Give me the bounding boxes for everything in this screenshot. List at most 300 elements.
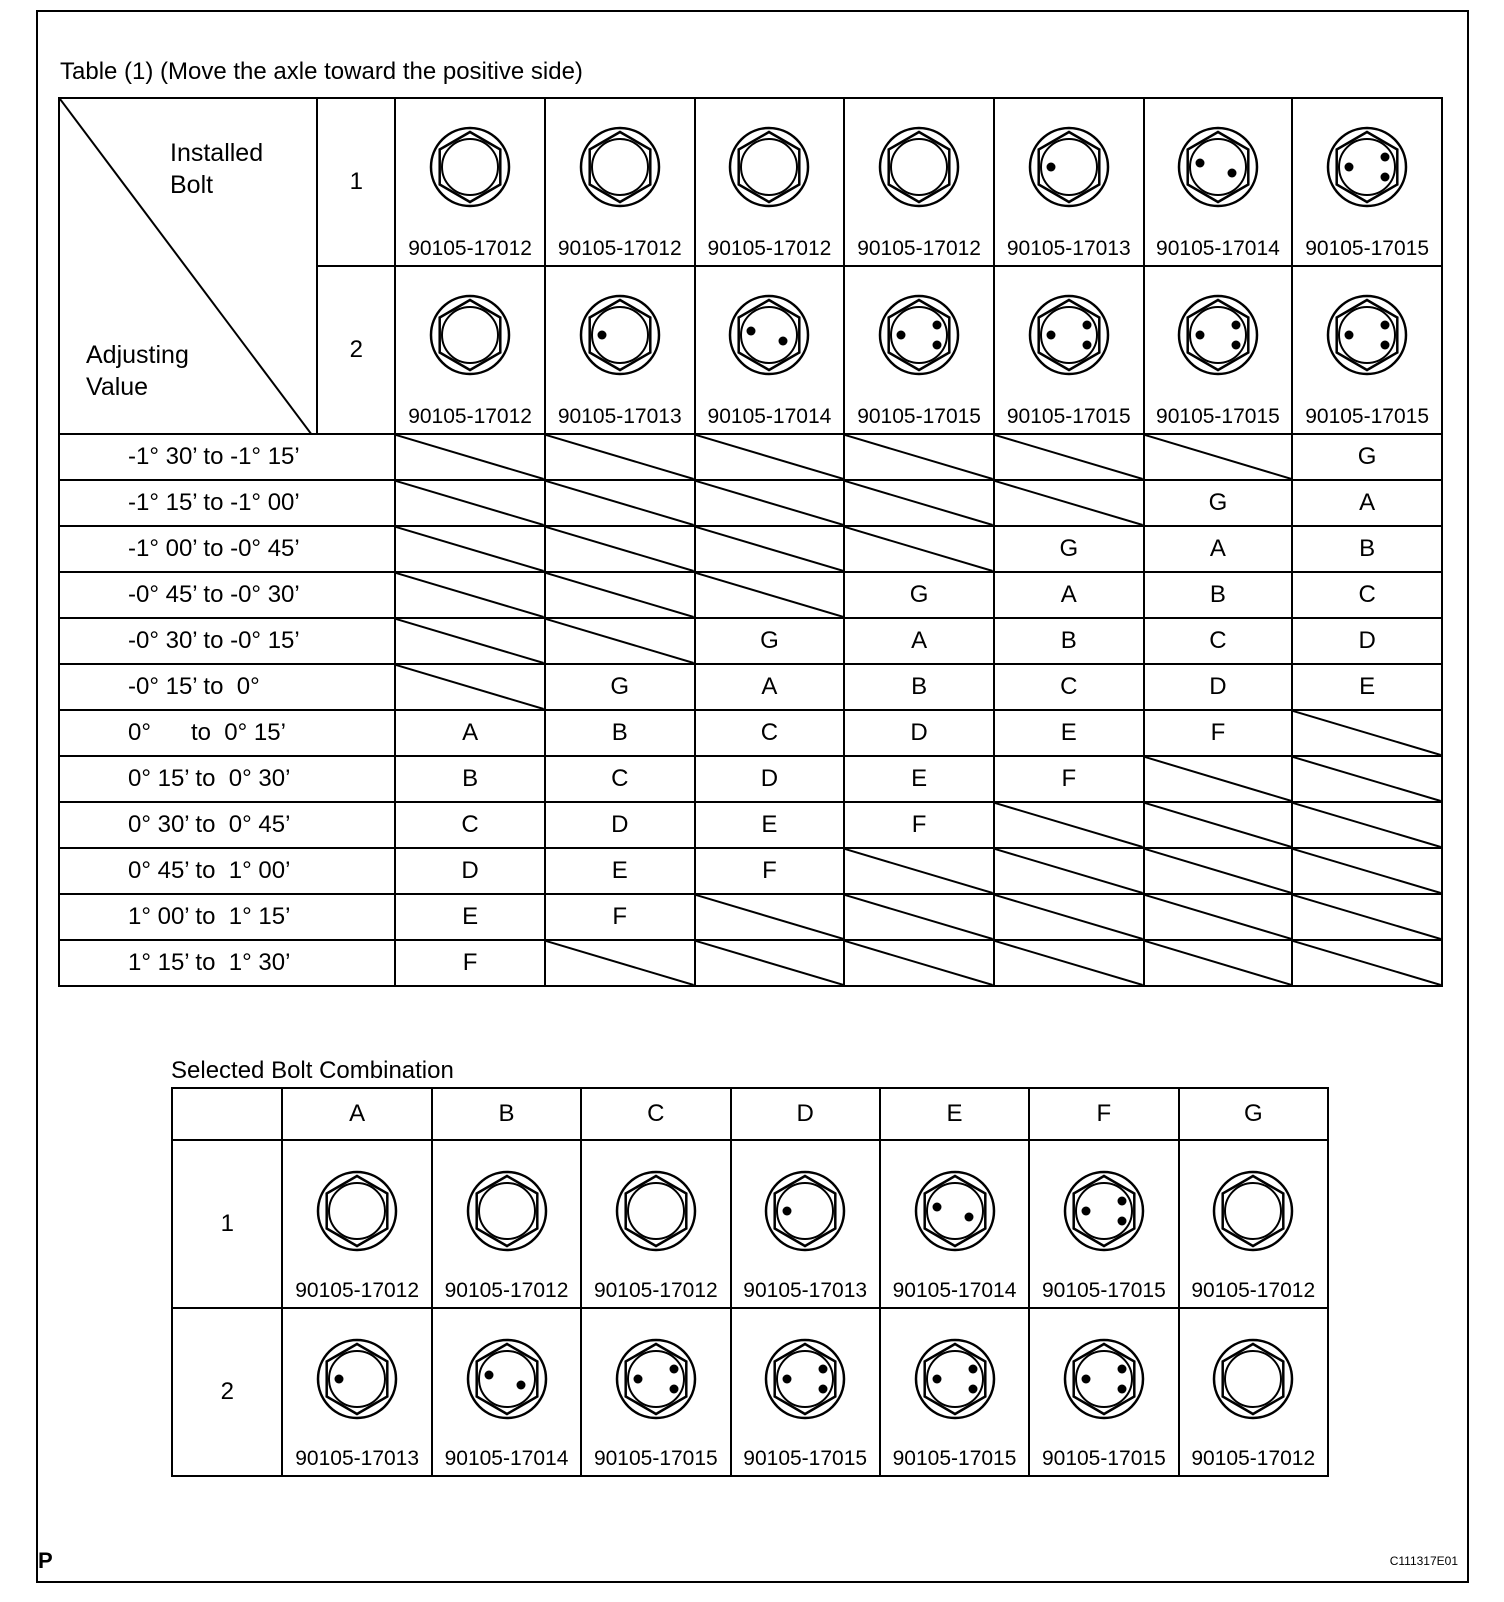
bolt-head-icon [1325, 125, 1409, 209]
bolt-part-number: 90105-17013 [557, 405, 682, 428]
bolt-head-icon [763, 1337, 847, 1421]
combination-letter: F [545, 894, 695, 940]
bolt-mark-dot [897, 331, 906, 340]
combination-column-header: F [1029, 1088, 1178, 1140]
not-applicable-diagonal [995, 803, 1143, 847]
not-applicable-cell [695, 526, 845, 572]
bolt-cell [1179, 1140, 1328, 1308]
not-applicable-cell [695, 434, 845, 480]
installed-bolt-label: Installed Bolt [170, 139, 264, 199]
combination-column-header: E [880, 1088, 1029, 1140]
not-applicable-diagonal [1293, 711, 1441, 755]
bolt-part-number: 90105-17013 [1006, 237, 1131, 260]
not-applicable-diagonal [1293, 757, 1441, 801]
bolt-part-number: 90105-17015 [1006, 405, 1131, 428]
bolt-mark-dot [1082, 341, 1091, 350]
not-applicable-diagonal [546, 481, 694, 525]
bolt-row-number: 2 [172, 1308, 282, 1476]
bolt-part-number: 90105-17015 [1041, 1447, 1166, 1470]
adjusting-range-label: 0° 30’ to 0° 45’ [59, 802, 395, 848]
not-applicable-cell [994, 480, 1144, 526]
combination-letter: F [994, 756, 1144, 802]
adjusting-range-label: 0° 15’ to 0° 30’ [59, 756, 395, 802]
combination-letter: B [395, 756, 545, 802]
bolt-mark-dot [747, 327, 756, 336]
adjusting-range-label: 1° 15’ to 1° 30’ [59, 940, 395, 986]
bolt-cell [1292, 266, 1442, 434]
combination-column-header: G [1179, 1088, 1328, 1140]
bolt-part-number: 90105-17015 [1041, 1279, 1166, 1302]
not-applicable-diagonal [546, 941, 694, 985]
adjusting-value-row [59, 710, 1442, 756]
bolt-head-icon [1325, 293, 1409, 377]
combination-letter: C [395, 802, 545, 848]
combination-letter: G [695, 618, 845, 664]
combination-letter: A [844, 618, 994, 664]
bolt-part-number: 90105-17015 [743, 1447, 868, 1470]
combination-letter: D [545, 802, 695, 848]
bolt-head-icon [913, 1169, 997, 1253]
not-applicable-cell [1292, 756, 1442, 802]
bolt-cell [695, 98, 845, 266]
combination-letter: B [1292, 526, 1442, 572]
combination-letter: B [1144, 572, 1293, 618]
not-applicable-cell [545, 526, 695, 572]
not-applicable-diagonal [396, 435, 544, 479]
not-applicable-cell [1144, 848, 1293, 894]
adjusting-value-row [59, 664, 1442, 710]
not-applicable-cell [1144, 802, 1293, 848]
not-applicable-diagonal [845, 527, 993, 571]
installed-bolt-row [59, 98, 1442, 266]
bolt-head-icon [465, 1337, 549, 1421]
not-applicable-cell [395, 572, 545, 618]
bolt-cell [581, 1308, 730, 1476]
not-applicable-cell [844, 848, 994, 894]
bolt-head-icon [578, 125, 662, 209]
combination-letter: C [545, 756, 695, 802]
bolt-mark-dot [1381, 173, 1390, 182]
bolt-part-number: 90105-17015 [1305, 405, 1430, 428]
table1-title: Table (1) (Move the axle toward the positive side) [60, 58, 583, 85]
not-applicable-cell [545, 940, 695, 986]
bolt-cell [581, 1140, 730, 1308]
combination-bolt-row [172, 1308, 1328, 1476]
bolt-head-icon [1176, 125, 1260, 209]
combination-letter: E [695, 802, 845, 848]
bolt-part-number: 90105-17012 [1191, 1279, 1316, 1302]
bolt-mark-dot [669, 1365, 678, 1374]
adjusting-range-label: -0° 45’ to -0° 30’ [59, 572, 395, 618]
combination-letter: G [545, 664, 695, 710]
not-applicable-cell [395, 664, 545, 710]
bolt-cell [731, 1308, 880, 1476]
bolt-cell [282, 1140, 431, 1308]
bolt-mark-dot [1381, 341, 1390, 350]
bolt-mark-dot [669, 1385, 678, 1394]
bolt-head-icon [1062, 1337, 1146, 1421]
bolt-mark-dot [932, 1203, 941, 1212]
adjusting-value-label: Adjusting Value [86, 341, 189, 401]
combination-letter: A [1292, 480, 1442, 526]
not-applicable-diagonal [845, 895, 993, 939]
combination-letter: E [844, 756, 994, 802]
not-applicable-cell [994, 940, 1144, 986]
bolt-part-number: 90105-17012 [295, 1279, 420, 1302]
adjusting-value-row [59, 480, 1442, 526]
adjusting-value-row [59, 848, 1442, 894]
bolt-mark-dot [1381, 153, 1390, 162]
bolt-head-icon [763, 1169, 847, 1253]
bolt-head-icon [428, 293, 512, 377]
bolt-mark-dot [779, 337, 788, 346]
bolt-cell [1144, 266, 1293, 434]
not-applicable-cell [395, 526, 545, 572]
header-corner-cell [59, 98, 317, 434]
bolt-mark-dot [968, 1385, 977, 1394]
adjusting-range-label: 0° to 0° 15’ [59, 710, 395, 756]
bolt-part-number: 90105-17014 [892, 1279, 1017, 1302]
bolt-head-icon [1211, 1169, 1295, 1253]
not-applicable-cell [844, 480, 994, 526]
not-applicable-diagonal [696, 435, 844, 479]
bolt-head-icon [614, 1337, 698, 1421]
bolt-part-number: 90105-17012 [408, 405, 532, 428]
selected-bolt-combination-table [171, 1087, 1329, 1477]
bolt-mark-dot [1046, 163, 1055, 172]
not-applicable-diagonal [546, 573, 694, 617]
adjusting-range-label: 1° 00’ to 1° 15’ [59, 894, 395, 940]
bolt-head-icon [614, 1169, 698, 1253]
not-applicable-cell [395, 618, 545, 664]
bolt-cell [1029, 1308, 1178, 1476]
adjusting-value-row [59, 802, 1442, 848]
not-applicable-cell [844, 434, 994, 480]
bolt-mark-dot [1345, 163, 1354, 172]
adjusting-value-row [59, 940, 1442, 986]
bolt-cell [731, 1140, 880, 1308]
combination-letter: G [994, 526, 1144, 572]
not-applicable-diagonal [845, 481, 993, 525]
bolt-cell [844, 266, 994, 434]
table2-title: Selected Bolt Combination [171, 1057, 454, 1084]
bolt-cell [545, 266, 695, 434]
combination-letter: G [1292, 434, 1442, 480]
bolt-mark-dot [1231, 321, 1240, 330]
combination-column-header: C [581, 1088, 730, 1140]
bolt-cell [395, 98, 545, 266]
not-applicable-cell [1144, 940, 1293, 986]
adjustment-table [58, 97, 1443, 987]
bolt-mark-dot [1117, 1385, 1126, 1394]
bolt-part-number: 90105-17015 [857, 405, 981, 428]
not-applicable-cell [695, 894, 845, 940]
bolt-head-icon [727, 293, 811, 377]
not-applicable-cell [395, 434, 545, 480]
not-applicable-diagonal [1293, 895, 1441, 939]
bolt-part-number: 90105-17012 [857, 237, 981, 260]
bolt-head-icon [315, 1169, 399, 1253]
not-applicable-diagonal [696, 481, 844, 525]
bolt-mark-dot [783, 1207, 792, 1216]
bolt-cell [1144, 98, 1293, 266]
bolt-head-icon [877, 293, 961, 377]
not-applicable-diagonal [396, 665, 544, 709]
not-applicable-diagonal [995, 895, 1143, 939]
bolt-mark-dot [1081, 1375, 1090, 1384]
bolt-cell [1179, 1308, 1328, 1476]
bolt-mark-dot [335, 1375, 344, 1384]
not-applicable-cell [994, 848, 1144, 894]
bolt-head-icon [578, 293, 662, 377]
combination-letter: G [1144, 480, 1293, 526]
adjusting-range-label: -0° 30’ to -0° 15’ [59, 618, 395, 664]
adjusting-value-row [59, 572, 1442, 618]
bolt-cell [282, 1308, 431, 1476]
adjusting-range-label: -1° 30’ to -1° 15’ [59, 434, 395, 480]
combination-letter: E [545, 848, 695, 894]
bolt-row-number: 1 [317, 98, 395, 266]
combination-letter: D [1144, 664, 1293, 710]
combination-letter: C [695, 710, 845, 756]
combination-letter: D [1292, 618, 1442, 664]
bolt-head-icon [1027, 293, 1111, 377]
not-applicable-diagonal [1145, 757, 1292, 801]
combination-column-header: B [432, 1088, 581, 1140]
bolt-part-number: 90105-17012 [444, 1279, 569, 1302]
bolt-part-number: 90105-17012 [707, 237, 832, 260]
combination-column-header: D [731, 1088, 880, 1140]
bolt-row-number: 1 [172, 1140, 282, 1308]
not-applicable-diagonal [1293, 849, 1441, 893]
bolt-head-icon [315, 1337, 399, 1421]
combination-letter: A [1144, 526, 1293, 572]
not-applicable-diagonal [696, 527, 844, 571]
not-applicable-cell [844, 894, 994, 940]
combination-letter: F [395, 940, 545, 986]
bolt-part-number: 90105-17014 [707, 405, 832, 428]
not-applicable-diagonal [1145, 435, 1292, 479]
combination-letter: B [844, 664, 994, 710]
adjusting-range-label: -1° 00’ to -0° 45’ [59, 526, 395, 572]
bolt-part-number: 90105-17012 [1191, 1447, 1316, 1470]
figure-code: C111317E01 [1389, 1554, 1458, 1568]
bolt-mark-dot [597, 331, 606, 340]
bolt-cell [994, 266, 1144, 434]
combination-column-header: A [282, 1088, 431, 1140]
bolt-mark-dot [933, 341, 942, 350]
bolt-mark-dot [1117, 1197, 1126, 1206]
bolt-part-number: 90105-17012 [557, 237, 682, 260]
not-applicable-cell [545, 480, 695, 526]
bolt-mark-dot [484, 1371, 493, 1380]
bolt-part-number: 90105-17015 [1156, 405, 1280, 428]
bolt-part-number: 90105-17015 [593, 1447, 718, 1470]
bolt-mark-dot [1117, 1217, 1126, 1226]
not-applicable-diagonal [995, 481, 1143, 525]
not-applicable-diagonal [396, 481, 544, 525]
corner-mark: P [38, 1548, 53, 1573]
adjusting-range-label: 0° 45’ to 1° 00’ [59, 848, 395, 894]
not-applicable-cell [844, 526, 994, 572]
adjusting-value-row [59, 894, 1442, 940]
not-applicable-cell [1292, 802, 1442, 848]
combination-bolt-row [172, 1140, 1328, 1308]
not-applicable-cell [1144, 756, 1293, 802]
bolt-cell [994, 98, 1144, 266]
not-applicable-diagonal [696, 941, 844, 985]
bolt-mark-dot [1082, 321, 1091, 330]
not-applicable-diagonal [396, 619, 544, 663]
bolt-head-icon [877, 125, 961, 209]
adjusting-value-row [59, 618, 1442, 664]
bolt-head-icon [1176, 293, 1260, 377]
bolt-mark-dot [1227, 169, 1236, 178]
bolt-cell [880, 1140, 1029, 1308]
bolt-mark-dot [964, 1213, 973, 1222]
not-applicable-diagonal [1145, 849, 1292, 893]
not-applicable-diagonal [845, 435, 993, 479]
not-applicable-diagonal [546, 527, 694, 571]
bolt-mark-dot [1081, 1207, 1090, 1216]
combination-letter: B [545, 710, 695, 756]
blank-corner-cell [172, 1088, 282, 1140]
bolt-cell [432, 1140, 581, 1308]
combination-letter: E [1292, 664, 1442, 710]
combination-letter: F [695, 848, 845, 894]
not-applicable-diagonal [1145, 941, 1292, 985]
not-applicable-diagonal [995, 849, 1143, 893]
not-applicable-diagonal [546, 619, 694, 663]
bolt-mark-dot [1195, 159, 1204, 168]
bolt-head-icon [1211, 1337, 1295, 1421]
not-applicable-cell [1292, 710, 1442, 756]
combination-letter: D [395, 848, 545, 894]
not-applicable-cell [695, 572, 845, 618]
combination-letter: D [844, 710, 994, 756]
bolt-cell [395, 266, 545, 434]
bolt-head-icon [465, 1169, 549, 1253]
not-applicable-diagonal [995, 435, 1143, 479]
bolt-cell [844, 98, 994, 266]
not-applicable-cell [994, 802, 1144, 848]
bolt-mark-dot [633, 1375, 642, 1384]
combination-letter: C [994, 664, 1144, 710]
bolt-head-icon [913, 1337, 997, 1421]
not-applicable-cell [1144, 894, 1293, 940]
bolt-part-number: 90105-17015 [892, 1447, 1017, 1470]
not-applicable-cell [545, 434, 695, 480]
not-applicable-cell [844, 940, 994, 986]
bolt-mark-dot [1345, 331, 1354, 340]
bolt-head-icon [428, 125, 512, 209]
bolt-cell [880, 1308, 1029, 1476]
not-applicable-cell [1292, 940, 1442, 986]
not-applicable-cell [695, 480, 845, 526]
combination-letter: C [1144, 618, 1293, 664]
adjusting-value-row [59, 756, 1442, 802]
bolt-mark-dot [932, 1375, 941, 1384]
not-applicable-cell [545, 572, 695, 618]
combination-letter: A [695, 664, 845, 710]
not-applicable-diagonal [696, 573, 844, 617]
bolt-cell [1029, 1140, 1178, 1308]
not-applicable-cell [1292, 894, 1442, 940]
not-applicable-cell [695, 940, 845, 986]
bolt-mark-dot [1117, 1365, 1126, 1374]
bolt-head-icon [727, 125, 811, 209]
bolt-part-number: 90105-17015 [1305, 237, 1430, 260]
not-applicable-cell [545, 618, 695, 664]
bolt-cell [545, 98, 695, 266]
bolt-part-number: 90105-17014 [444, 1447, 569, 1470]
bolt-mark-dot [783, 1375, 792, 1384]
adjusting-range-label: -0° 15’ to 0° [59, 664, 395, 710]
not-applicable-diagonal [396, 573, 544, 617]
combination-letter: E [994, 710, 1144, 756]
not-applicable-cell [1292, 848, 1442, 894]
not-applicable-diagonal [696, 895, 844, 939]
not-applicable-diagonal [1145, 895, 1292, 939]
combination-letter: A [395, 710, 545, 756]
bolt-mark-dot [1231, 341, 1240, 350]
combination-letter: F [1144, 710, 1293, 756]
bolt-cell [1292, 98, 1442, 266]
bolt-part-number: 90105-17013 [295, 1447, 420, 1470]
bolt-mark-dot [968, 1365, 977, 1374]
bolt-mark-dot [933, 321, 942, 330]
combination-letter: G [844, 572, 994, 618]
bolt-part-number: 90105-17012 [593, 1279, 718, 1302]
bolt-mark-dot [819, 1385, 828, 1394]
not-applicable-cell [994, 894, 1144, 940]
bolt-cell [695, 266, 845, 434]
bolt-part-number: 90105-17013 [743, 1279, 868, 1302]
bolt-mark-dot [1046, 331, 1055, 340]
combination-letter: E [395, 894, 545, 940]
not-applicable-diagonal [845, 941, 993, 985]
not-applicable-cell [994, 434, 1144, 480]
combination-header-row [172, 1088, 1328, 1140]
not-applicable-diagonal [1293, 941, 1441, 985]
bolt-part-number: 90105-17012 [408, 237, 532, 260]
adjusting-value-row [59, 434, 1442, 480]
bolt-mark-dot [516, 1381, 525, 1390]
adjusting-value-row [59, 526, 1442, 572]
bolt-head-icon [1027, 125, 1111, 209]
not-applicable-cell [395, 480, 545, 526]
not-applicable-diagonal [1145, 803, 1292, 847]
combination-letter: F [844, 802, 994, 848]
not-applicable-diagonal [1293, 803, 1441, 847]
combination-letter: D [695, 756, 845, 802]
bolt-mark-dot [1381, 321, 1390, 330]
combination-letter: A [994, 572, 1144, 618]
bolt-cell [432, 1308, 581, 1476]
not-applicable-diagonal [995, 941, 1143, 985]
combination-letter: B [994, 618, 1144, 664]
bolt-mark-dot [1195, 331, 1204, 340]
bolt-mark-dot [819, 1365, 828, 1374]
not-applicable-diagonal [396, 527, 544, 571]
adjusting-range-label: -1° 15’ to -1° 00’ [59, 480, 395, 526]
bolt-head-icon [1062, 1169, 1146, 1253]
not-applicable-diagonal [546, 435, 694, 479]
not-applicable-cell [1144, 434, 1293, 480]
not-applicable-diagonal [845, 849, 993, 893]
bolt-row-number: 2 [317, 266, 395, 434]
combination-letter: C [1292, 572, 1442, 618]
